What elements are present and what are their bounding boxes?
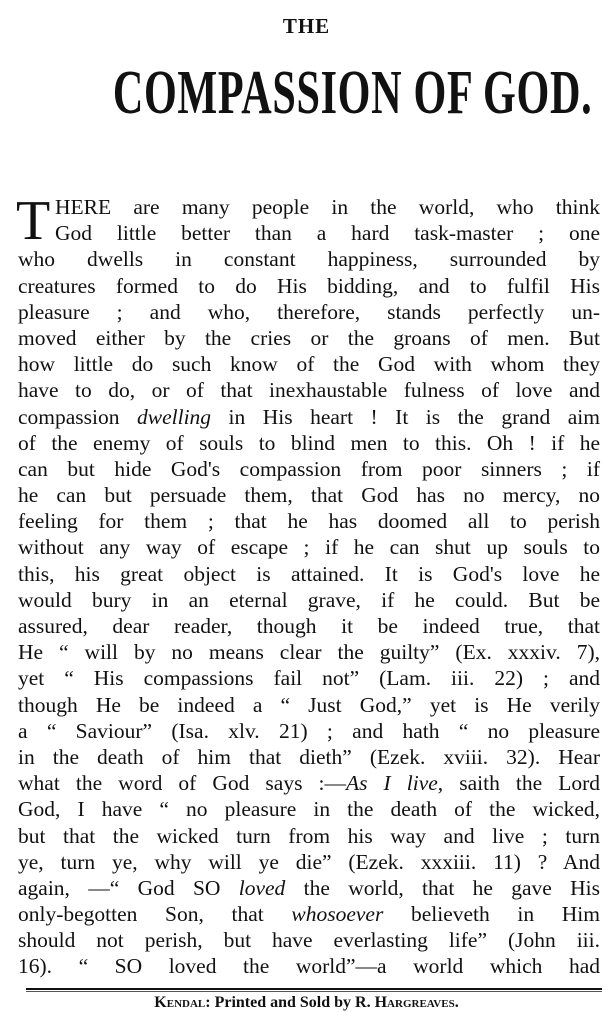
text-line [18,430,600,456]
text-segment: yet “ His compassions fail not” (Lam. iii. 22) ; and [18,666,600,691]
text-segment: what the word of God says :— [18,771,346,796]
text-segment: he can but persuade them, that God has no mercy, no [18,483,600,508]
text-line [18,351,600,377]
imprint-end: . [454,994,459,1011]
text-line [18,482,600,508]
footer-rule [26,988,602,990]
italic-text: loved [238,875,286,900]
text-segment: feeling for them ; that he has doomed all to perish [18,509,600,534]
text-segment: moved either by the cries or the groans of men. But [18,325,600,350]
text-line [18,508,600,534]
text-segment: God, I have “ no pleasure in the death of the wicked, [18,797,600,822]
text-segment: HERE are many people in the world, who think [55,195,600,219]
text-line [18,273,600,299]
text-line [18,534,600,560]
text-line [18,692,600,718]
text-segment: in the death of him that dieth” (Ezek. xviii. 32). Hear [18,744,600,769]
text-line [18,299,600,325]
text-line [18,849,600,875]
text-segment: of the enemy of souls to blind men to this. Oh ! if he [18,430,600,455]
text-line [18,220,600,246]
drop-cap: T [16,190,51,252]
text-line [18,953,600,979]
text-segment: a “ Saviour” (Isa. xlv. 21) ; and hath “ no pleasure [18,718,600,743]
italic-text: dwelling [137,404,212,429]
text-line [18,377,600,403]
text-line [18,718,600,744]
text-segment: 16). “ SO loved the world”—a world which had [18,954,600,979]
text-segment: pleasure ; and who, therefore, stands perfectly un- [18,299,600,324]
text-segment: without any way of escape ; if he can shut up souls to [18,535,600,560]
text-segment: should not perish, but have everlasting life” (John iii. [18,928,600,953]
italic-text: whosoever [291,902,384,927]
imprint-place: Kendal [154,994,206,1011]
text-line [18,456,600,482]
imprint-printer: Hargreaves [374,994,455,1011]
text-line [18,744,600,770]
text-segment: would bury in an eternal grave, if he could. But be [18,587,600,612]
text-line [18,561,600,587]
text-segment: , saith the Lord [437,771,600,796]
text-line [18,665,600,691]
imprint [0,994,613,1012]
title-text: COMPASSION OF GOD. [112,59,593,127]
text-segment: ye, turn ye, why will ye die” (Ezek. xxxiii. 11) ? And [18,849,600,874]
text-segment: compassion [18,404,137,429]
page-title [0,59,613,127]
text-segment: in His heart ! It is the grand aim [211,404,600,429]
footer-rule-thin [26,991,602,992]
text-segment: can but hide God's compassion from poor sinners ; if [18,456,600,481]
text-segment: only-begotten Son, that [18,902,292,927]
text-segment: how little do such know of the God with whom they [18,352,600,377]
text-segment: He “ will by no means clear the guilty” (Ex. xxxiv. 7), [18,640,600,665]
text-segment: believeth in Him [383,902,600,927]
text-segment: assured, dear reader, though it be indeed true, that [18,614,600,638]
text-segment: creatures formed to do His bidding, and to fulfil His [18,273,600,298]
body-text [16,190,600,980]
text-segment: though He be indeed a “ Just God,” yet is He verily [18,692,600,717]
text-line [18,770,600,796]
text-line [18,613,600,639]
text-segment: this, his great object is attained. It is God's love he [18,561,600,586]
text-line [18,796,600,822]
text-segment: the world, that he gave His [285,875,600,900]
text-line [18,639,600,665]
text-segment: God little better than a hard task-master ; one [55,221,600,246]
text-line [18,927,600,953]
text-segment: who dwells in constant happiness, surrounded by [18,247,600,272]
text-line [18,901,600,927]
text-line [18,875,600,901]
italic-text: As I live [346,771,438,796]
pre-title: THE [282,14,331,38]
text-line [18,325,600,351]
text-line [18,194,600,220]
imprint-text: : Printed and Sold by R. [205,994,375,1011]
text-line [18,823,600,849]
text-line [18,404,600,430]
text-segment: have to do, or of that inexhaustable fulness of love and [18,378,600,403]
text-line [18,246,600,272]
text-segment: again, —“ God SO [18,875,239,900]
text-line [18,587,600,613]
text-segment: but that the wicked turn from his way and live ; turn [18,823,600,848]
